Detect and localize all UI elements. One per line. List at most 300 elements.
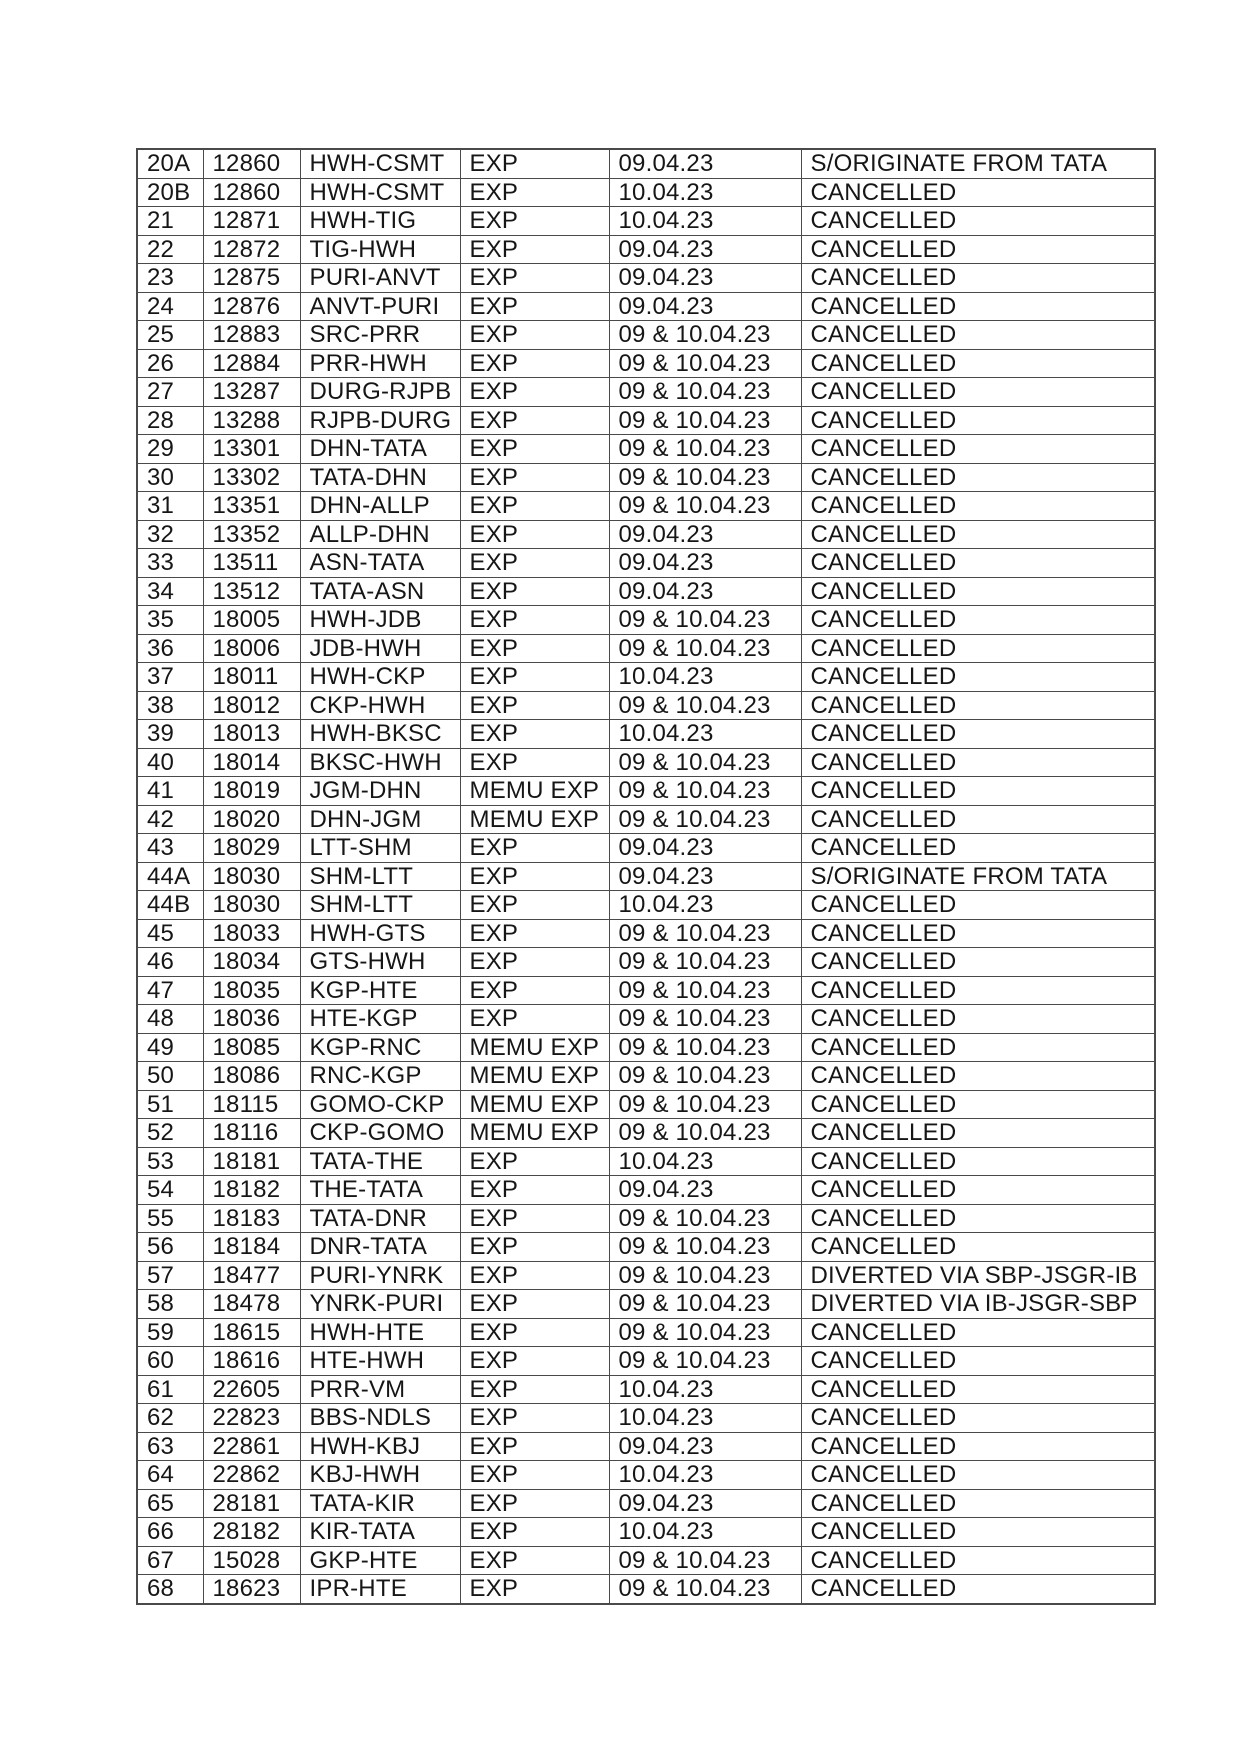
dates-cell: 09.04.23 — [609, 149, 801, 178]
route-cell: RJPB-DURG — [300, 406, 460, 435]
dates-cell: 09 & 10.04.23 — [609, 1318, 801, 1347]
train-type-cell: EXP — [460, 321, 609, 350]
serial-cell: 20B — [137, 178, 203, 207]
train-type-cell: MEMU EXP — [460, 777, 609, 806]
dates-cell: 10.04.23 — [609, 207, 801, 236]
train-number-cell: 18020 — [203, 805, 300, 834]
serial-cell: 30 — [137, 463, 203, 492]
train-type-cell: EXP — [460, 378, 609, 407]
train-type-cell: EXP — [460, 235, 609, 264]
train-number-cell: 18034 — [203, 948, 300, 977]
table-row — [137, 321, 1155, 350]
remarks-cell: CANCELLED — [801, 520, 1155, 549]
serial-cell: 40 — [137, 748, 203, 777]
serial-cell: 27 — [137, 378, 203, 407]
serial-cell: 54 — [137, 1176, 203, 1205]
dates-cell: 09 & 10.04.23 — [609, 1204, 801, 1233]
serial-cell: 57 — [137, 1261, 203, 1290]
train-number-cell: 18183 — [203, 1204, 300, 1233]
serial-cell: 58 — [137, 1290, 203, 1319]
serial-cell: 26 — [137, 349, 203, 378]
table-row — [137, 492, 1155, 521]
train-number-cell: 18005 — [203, 606, 300, 635]
dates-cell: 09.04.23 — [609, 520, 801, 549]
remarks-cell: CANCELLED — [801, 805, 1155, 834]
serial-cell: 66 — [137, 1518, 203, 1547]
dates-cell: 09.04.23 — [609, 577, 801, 606]
serial-cell: 65 — [137, 1489, 203, 1518]
serial-cell: 23 — [137, 264, 203, 293]
route-cell: GKP-HTE — [300, 1546, 460, 1575]
train-number-cell: 12872 — [203, 235, 300, 264]
train-number-cell: 18011 — [203, 663, 300, 692]
train-number-cell: 12871 — [203, 207, 300, 236]
train-number-cell: 18116 — [203, 1119, 300, 1148]
serial-cell: 51 — [137, 1090, 203, 1119]
train-type-cell: EXP — [460, 264, 609, 293]
table-row — [137, 149, 1155, 178]
train-number-cell: 13301 — [203, 435, 300, 464]
remarks-cell: CANCELLED — [801, 1005, 1155, 1034]
table-row — [137, 976, 1155, 1005]
train-type-cell: EXP — [460, 577, 609, 606]
serial-cell: 56 — [137, 1233, 203, 1262]
serial-cell: 44B — [137, 891, 203, 920]
train-type-cell: EXP — [460, 1318, 609, 1347]
train-type-cell: EXP — [460, 606, 609, 635]
table-row — [137, 1062, 1155, 1091]
table-row — [137, 178, 1155, 207]
train-number-cell: 18477 — [203, 1261, 300, 1290]
route-cell: TATA-KIR — [300, 1489, 460, 1518]
train-type-cell: EXP — [460, 1461, 609, 1490]
remarks-cell: CANCELLED — [801, 178, 1155, 207]
remarks-cell: CANCELLED — [801, 1318, 1155, 1347]
train-number-cell: 12876 — [203, 292, 300, 321]
route-cell: ASN-TATA — [300, 549, 460, 578]
serial-cell: 22 — [137, 235, 203, 264]
table-row — [137, 777, 1155, 806]
dates-cell: 09 & 10.04.23 — [609, 948, 801, 977]
train-number-cell: 12860 — [203, 149, 300, 178]
train-number-cell: 18182 — [203, 1176, 300, 1205]
train-number-cell: 18616 — [203, 1347, 300, 1376]
table-row — [137, 1204, 1155, 1233]
table-row — [137, 349, 1155, 378]
serial-cell: 50 — [137, 1062, 203, 1091]
train-number-cell: 18478 — [203, 1290, 300, 1319]
table-row — [137, 606, 1155, 635]
route-cell: HWH-BKSC — [300, 720, 460, 749]
table-row — [137, 463, 1155, 492]
table-row — [137, 1119, 1155, 1148]
table-row — [137, 1290, 1155, 1319]
dates-cell: 09 & 10.04.23 — [609, 1005, 801, 1034]
dates-cell: 09.04.23 — [609, 549, 801, 578]
remarks-cell: CANCELLED — [801, 1204, 1155, 1233]
remarks-cell: CANCELLED — [801, 834, 1155, 863]
route-cell: DNR-TATA — [300, 1233, 460, 1262]
table-row — [137, 1432, 1155, 1461]
remarks-cell: CANCELLED — [801, 378, 1155, 407]
route-cell: KGP-RNC — [300, 1033, 460, 1062]
table-row — [137, 691, 1155, 720]
route-cell: TIG-HWH — [300, 235, 460, 264]
table-row — [137, 1546, 1155, 1575]
remarks-cell: CANCELLED — [801, 492, 1155, 521]
route-cell: TATA-DHN — [300, 463, 460, 492]
route-cell: PRR-VM — [300, 1375, 460, 1404]
remarks-cell: S/ORIGINATE FROM TATA — [801, 862, 1155, 891]
train-type-cell: EXP — [460, 748, 609, 777]
table-row — [137, 834, 1155, 863]
dates-cell: 09 & 10.04.23 — [609, 378, 801, 407]
route-cell: DHN-JGM — [300, 805, 460, 834]
remarks-cell: CANCELLED — [801, 976, 1155, 1005]
train-type-cell: EXP — [460, 292, 609, 321]
route-cell: HTE-KGP — [300, 1005, 460, 1034]
table-row — [137, 1347, 1155, 1376]
table-row — [137, 1461, 1155, 1490]
dates-cell: 10.04.23 — [609, 1147, 801, 1176]
route-cell: JGM-DHN — [300, 777, 460, 806]
serial-cell: 20A — [137, 149, 203, 178]
remarks-cell: CANCELLED — [801, 549, 1155, 578]
remarks-cell: S/ORIGINATE FROM TATA — [801, 149, 1155, 178]
table-row — [137, 748, 1155, 777]
route-cell: PURI-YNRK — [300, 1261, 460, 1290]
remarks-cell: CANCELLED — [801, 777, 1155, 806]
route-cell: TATA-DNR — [300, 1204, 460, 1233]
serial-cell: 25 — [137, 321, 203, 350]
route-cell: HWH-KBJ — [300, 1432, 460, 1461]
train-type-cell: EXP — [460, 207, 609, 236]
train-number-cell: 18036 — [203, 1005, 300, 1034]
serial-cell: 34 — [137, 577, 203, 606]
train-number-cell: 12883 — [203, 321, 300, 350]
remarks-cell: CANCELLED — [801, 1233, 1155, 1262]
serial-cell: 33 — [137, 549, 203, 578]
table-row — [137, 1404, 1155, 1433]
table-row — [137, 1489, 1155, 1518]
train-number-cell: 12875 — [203, 264, 300, 293]
train-type-cell: EXP — [460, 178, 609, 207]
train-type-cell: EXP — [460, 720, 609, 749]
dates-cell: 10.04.23 — [609, 178, 801, 207]
serial-cell: 32 — [137, 520, 203, 549]
train-number-cell: 22605 — [203, 1375, 300, 1404]
route-cell: LTT-SHM — [300, 834, 460, 863]
dates-cell: 09 & 10.04.23 — [609, 1062, 801, 1091]
train-number-cell: 28181 — [203, 1489, 300, 1518]
route-cell: HWH-HTE — [300, 1318, 460, 1347]
table-row — [137, 1375, 1155, 1404]
train-type-cell: EXP — [460, 520, 609, 549]
train-number-cell: 18623 — [203, 1575, 300, 1604]
route-cell: GOMO-CKP — [300, 1090, 460, 1119]
train-type-cell: EXP — [460, 463, 609, 492]
remarks-cell: DIVERTED VIA SBP-JSGR-IB — [801, 1261, 1155, 1290]
route-cell: CKP-GOMO — [300, 1119, 460, 1148]
remarks-cell: CANCELLED — [801, 948, 1155, 977]
route-cell: SRC-PRR — [300, 321, 460, 350]
route-cell: HWH-CSMT — [300, 178, 460, 207]
train-type-cell: EXP — [460, 1404, 609, 1433]
route-cell: ANVT-PURI — [300, 292, 460, 321]
table-row — [137, 634, 1155, 663]
train-number-cell: 18030 — [203, 862, 300, 891]
remarks-cell: CANCELLED — [801, 321, 1155, 350]
train-number-cell: 15028 — [203, 1546, 300, 1575]
train-type-cell: EXP — [460, 919, 609, 948]
dates-cell: 09 & 10.04.23 — [609, 748, 801, 777]
dates-cell: 09 & 10.04.23 — [609, 606, 801, 635]
serial-cell: 62 — [137, 1404, 203, 1433]
route-cell: GTS-HWH — [300, 948, 460, 977]
train-status-table-body — [137, 149, 1155, 1604]
train-number-cell: 18115 — [203, 1090, 300, 1119]
table-row — [137, 207, 1155, 236]
remarks-cell: CANCELLED — [801, 1518, 1155, 1547]
table-row — [137, 919, 1155, 948]
serial-cell: 29 — [137, 435, 203, 464]
dates-cell: 10.04.23 — [609, 1375, 801, 1404]
train-number-cell: 13512 — [203, 577, 300, 606]
dates-cell: 09.04.23 — [609, 1176, 801, 1205]
remarks-cell: CANCELLED — [801, 235, 1155, 264]
route-cell: KBJ-HWH — [300, 1461, 460, 1490]
table-row — [137, 520, 1155, 549]
table-row — [137, 435, 1155, 464]
remarks-cell: CANCELLED — [801, 1575, 1155, 1604]
train-type-cell: EXP — [460, 1147, 609, 1176]
dates-cell: 10.04.23 — [609, 1461, 801, 1490]
dates-cell: 09.04.23 — [609, 862, 801, 891]
route-cell: SHM-LTT — [300, 862, 460, 891]
train-number-cell: 18033 — [203, 919, 300, 948]
train-type-cell: EXP — [460, 976, 609, 1005]
serial-cell: 48 — [137, 1005, 203, 1034]
dates-cell: 09 & 10.04.23 — [609, 1575, 801, 1604]
dates-cell: 09 & 10.04.23 — [609, 777, 801, 806]
train-status-table — [136, 148, 1156, 1605]
serial-cell: 59 — [137, 1318, 203, 1347]
route-cell: HWH-CKP — [300, 663, 460, 692]
remarks-cell: CANCELLED — [801, 1147, 1155, 1176]
train-type-cell: EXP — [460, 549, 609, 578]
train-type-cell: MEMU EXP — [460, 1119, 609, 1148]
serial-cell: 38 — [137, 691, 203, 720]
route-cell: KIR-TATA — [300, 1518, 460, 1547]
dates-cell: 09 & 10.04.23 — [609, 1546, 801, 1575]
route-cell: HWH-JDB — [300, 606, 460, 635]
serial-cell: 35 — [137, 606, 203, 635]
train-type-cell: EXP — [460, 1204, 609, 1233]
remarks-cell: CANCELLED — [801, 207, 1155, 236]
serial-cell: 31 — [137, 492, 203, 521]
serial-cell: 61 — [137, 1375, 203, 1404]
remarks-cell: CANCELLED — [801, 292, 1155, 321]
dates-cell: 09 & 10.04.23 — [609, 463, 801, 492]
dates-cell: 09 & 10.04.23 — [609, 1033, 801, 1062]
dates-cell: 10.04.23 — [609, 891, 801, 920]
train-number-cell: 18615 — [203, 1318, 300, 1347]
table-row — [137, 264, 1155, 293]
dates-cell: 09 & 10.04.23 — [609, 349, 801, 378]
train-number-cell: 18029 — [203, 834, 300, 863]
remarks-cell: CANCELLED — [801, 264, 1155, 293]
train-type-cell: EXP — [460, 948, 609, 977]
remarks-cell: CANCELLED — [801, 691, 1155, 720]
table-row — [137, 1318, 1155, 1347]
train-type-cell: EXP — [460, 1575, 609, 1604]
train-number-cell: 22861 — [203, 1432, 300, 1461]
route-cell: CKP-HWH — [300, 691, 460, 720]
serial-cell: 36 — [137, 634, 203, 663]
remarks-cell: CANCELLED — [801, 1432, 1155, 1461]
train-type-cell: EXP — [460, 1432, 609, 1461]
remarks-cell: CANCELLED — [801, 1546, 1155, 1575]
route-cell: HWH-TIG — [300, 207, 460, 236]
serial-cell: 37 — [137, 663, 203, 692]
table-row — [137, 663, 1155, 692]
train-number-cell: 18014 — [203, 748, 300, 777]
train-type-cell: EXP — [460, 149, 609, 178]
route-cell: DURG-RJPB — [300, 378, 460, 407]
remarks-cell: CANCELLED — [801, 748, 1155, 777]
train-type-cell: EXP — [460, 891, 609, 920]
route-cell: BKSC-HWH — [300, 748, 460, 777]
table-row — [137, 1261, 1155, 1290]
dates-cell: 09.04.23 — [609, 1489, 801, 1518]
route-cell: YNRK-PURI — [300, 1290, 460, 1319]
table-row — [137, 406, 1155, 435]
train-number-cell: 18012 — [203, 691, 300, 720]
route-cell: IPR-HTE — [300, 1575, 460, 1604]
serial-cell: 42 — [137, 805, 203, 834]
train-number-cell: 18013 — [203, 720, 300, 749]
table-row — [137, 1233, 1155, 1262]
dates-cell: 09 & 10.04.23 — [609, 976, 801, 1005]
serial-cell: 21 — [137, 207, 203, 236]
route-cell: TATA-THE — [300, 1147, 460, 1176]
dates-cell: 09.04.23 — [609, 292, 801, 321]
table-row — [137, 1033, 1155, 1062]
serial-cell: 44A — [137, 862, 203, 891]
remarks-cell: CANCELLED — [801, 1090, 1155, 1119]
serial-cell: 45 — [137, 919, 203, 948]
serial-cell: 39 — [137, 720, 203, 749]
remarks-cell: CANCELLED — [801, 1119, 1155, 1148]
remarks-cell: CANCELLED — [801, 1176, 1155, 1205]
serial-cell: 41 — [137, 777, 203, 806]
remarks-cell: DIVERTED VIA IB-JSGR-SBP — [801, 1290, 1155, 1319]
train-type-cell: EXP — [460, 492, 609, 521]
table-row — [137, 549, 1155, 578]
serial-cell: 64 — [137, 1461, 203, 1490]
table-row — [137, 891, 1155, 920]
serial-cell: 53 — [137, 1147, 203, 1176]
train-type-cell: EXP — [460, 435, 609, 464]
remarks-cell: CANCELLED — [801, 663, 1155, 692]
serial-cell: 24 — [137, 292, 203, 321]
route-cell: THE-TATA — [300, 1176, 460, 1205]
route-cell: DHN-ALLP — [300, 492, 460, 521]
remarks-cell: CANCELLED — [801, 577, 1155, 606]
train-type-cell: MEMU EXP — [460, 1062, 609, 1091]
serial-cell: 46 — [137, 948, 203, 977]
table-row — [137, 1176, 1155, 1205]
remarks-cell: CANCELLED — [801, 1033, 1155, 1062]
dates-cell: 09.04.23 — [609, 264, 801, 293]
route-cell: DHN-TATA — [300, 435, 460, 464]
train-type-cell: EXP — [460, 1347, 609, 1376]
remarks-cell: CANCELLED — [801, 1062, 1155, 1091]
remarks-cell: CANCELLED — [801, 634, 1155, 663]
dates-cell: 09 & 10.04.23 — [609, 492, 801, 521]
train-type-cell: EXP — [460, 1290, 609, 1319]
train-number-cell: 18184 — [203, 1233, 300, 1262]
remarks-cell: CANCELLED — [801, 720, 1155, 749]
train-number-cell: 22823 — [203, 1404, 300, 1433]
serial-cell: 52 — [137, 1119, 203, 1148]
route-cell: TATA-ASN — [300, 577, 460, 606]
route-cell: PRR-HWH — [300, 349, 460, 378]
train-number-cell: 18085 — [203, 1033, 300, 1062]
train-number-cell: 18030 — [203, 891, 300, 920]
train-type-cell: EXP — [460, 406, 609, 435]
route-cell: RNC-KGP — [300, 1062, 460, 1091]
train-number-cell: 12860 — [203, 178, 300, 207]
train-number-cell: 13351 — [203, 492, 300, 521]
train-type-cell: EXP — [460, 663, 609, 692]
dates-cell: 09.04.23 — [609, 834, 801, 863]
dates-cell: 09 & 10.04.23 — [609, 1261, 801, 1290]
remarks-cell: CANCELLED — [801, 349, 1155, 378]
train-type-cell: EXP — [460, 1518, 609, 1547]
remarks-cell: CANCELLED — [801, 435, 1155, 464]
train-type-cell: EXP — [460, 862, 609, 891]
dates-cell: 09.04.23 — [609, 235, 801, 264]
table-row — [137, 805, 1155, 834]
dates-cell: 09 & 10.04.23 — [609, 1347, 801, 1376]
train-number-cell: 12884 — [203, 349, 300, 378]
train-type-cell: MEMU EXP — [460, 1033, 609, 1062]
dates-cell: 09 & 10.04.23 — [609, 435, 801, 464]
table-row — [137, 292, 1155, 321]
serial-cell: 47 — [137, 976, 203, 1005]
train-type-cell: EXP — [460, 1375, 609, 1404]
remarks-cell: CANCELLED — [801, 1375, 1155, 1404]
train-number-cell: 13352 — [203, 520, 300, 549]
train-number-cell: 18035 — [203, 976, 300, 1005]
dates-cell: 10.04.23 — [609, 663, 801, 692]
train-type-cell: EXP — [460, 634, 609, 663]
train-number-cell: 18019 — [203, 777, 300, 806]
train-type-cell: EXP — [460, 834, 609, 863]
remarks-cell: CANCELLED — [801, 606, 1155, 635]
train-type-cell: EXP — [460, 1546, 609, 1575]
table-row — [137, 1147, 1155, 1176]
train-type-cell: EXP — [460, 1489, 609, 1518]
remarks-cell: CANCELLED — [801, 463, 1155, 492]
train-type-cell: EXP — [460, 1176, 609, 1205]
serial-cell: 68 — [137, 1575, 203, 1604]
dates-cell: 09 & 10.04.23 — [609, 691, 801, 720]
route-cell: PURI-ANVT — [300, 264, 460, 293]
dates-cell: 09 & 10.04.23 — [609, 1090, 801, 1119]
route-cell: HTE-HWH — [300, 1347, 460, 1376]
